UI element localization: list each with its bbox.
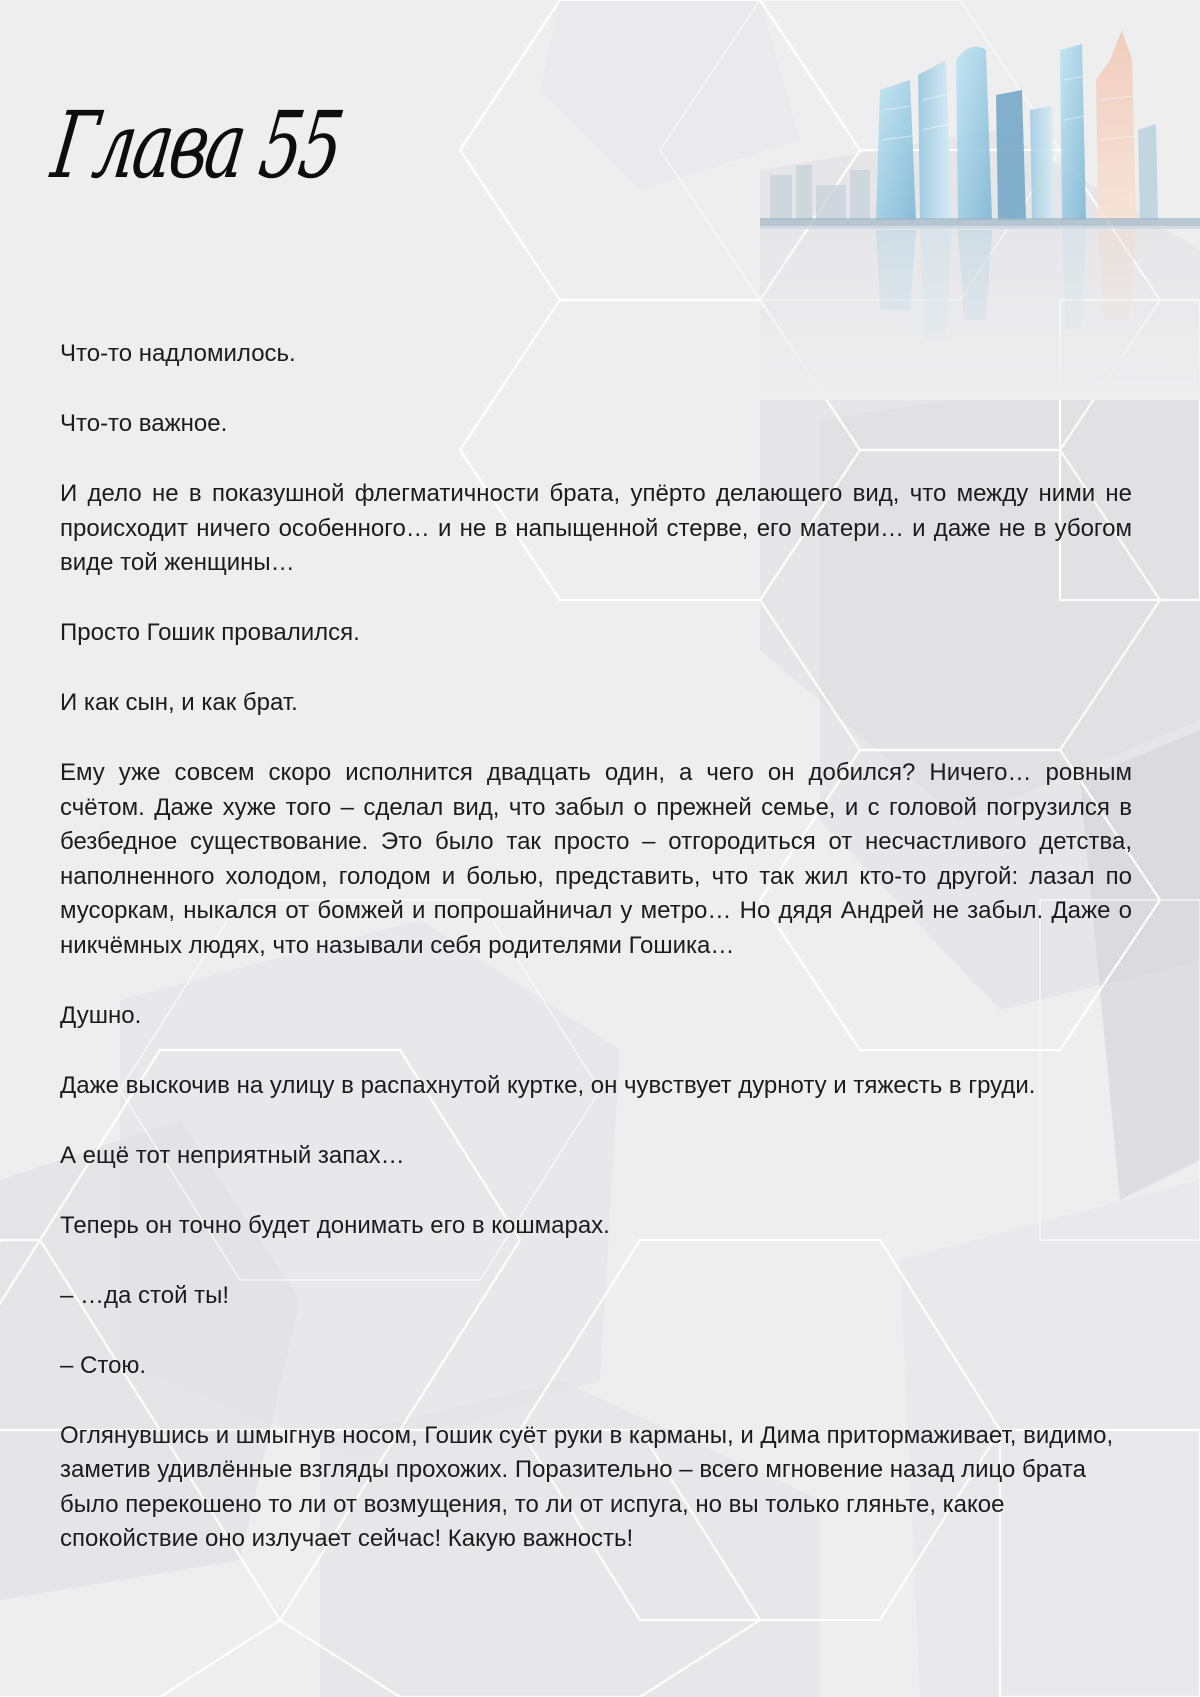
paragraph: – Стою. [60, 1351, 147, 1379]
paragraph: Душно. [60, 1001, 142, 1029]
paragraph: Что-то надломилось. [60, 340, 296, 367]
chapter-body [60, 337, 1132, 1592]
paragraph: И дело не в показушной флегматичности брата, упёрто делающего вид, что между ними не происходит ничего особенного… и не в напыщенной стерве, его матери… и даже не в убогом виде той женщины… [60, 480, 1132, 576]
paragraph: И как сын, и как брат. [60, 689, 298, 716]
paragraph: Теперь он точно будет донимать его в кошмарах. [60, 1211, 610, 1239]
paragraph: Ему уже совсем скоро исполнится двадцать один, а чего он добился? Ничего… ровным счётом. Даже хуже того – сделал вид, что забыл о прежней семье, и с головой погрузился в безбедное существование. Это было так просто – отгородиться от несчастливого детства, наполненного холодом, голодом и болью, представить, что так жил кто-то другой: лазал по мусоркам, ныкался от бомжей и попрошайничал у метро… Но дядя Андрей не забыл. Даже о никчёмных людях, что называли себя родителями Гошика… [60, 759, 1132, 959]
paragraph: Даже выскочив на улицу в распахнутой куртке, он чувствует дурноту и тяжесть в груди. [60, 1071, 1036, 1099]
paragraph: Оглянувшись и шмыгнув носом, Гошик суёт руки в карманы, и Дима притормаживает, видимо, заметив удивлённые взгляды прохожих. Поразительно – всего мгновение назад лицо брата было перекошено то ли от возмущения, то ли от испуга, но вы только гляньте, какое спокойствие оно излучает сейчас! Какую важность! [60, 1421, 1114, 1552]
paragraph: А ещё тот неприятный запах… [60, 1141, 405, 1169]
chapter-title: Глава 55 [46, 92, 348, 199]
paragraph: Просто Гошик провалился. [60, 619, 360, 646]
paragraph: – …да стой ты! [60, 1281, 230, 1309]
paragraph: Что-то важное. [60, 410, 228, 437]
